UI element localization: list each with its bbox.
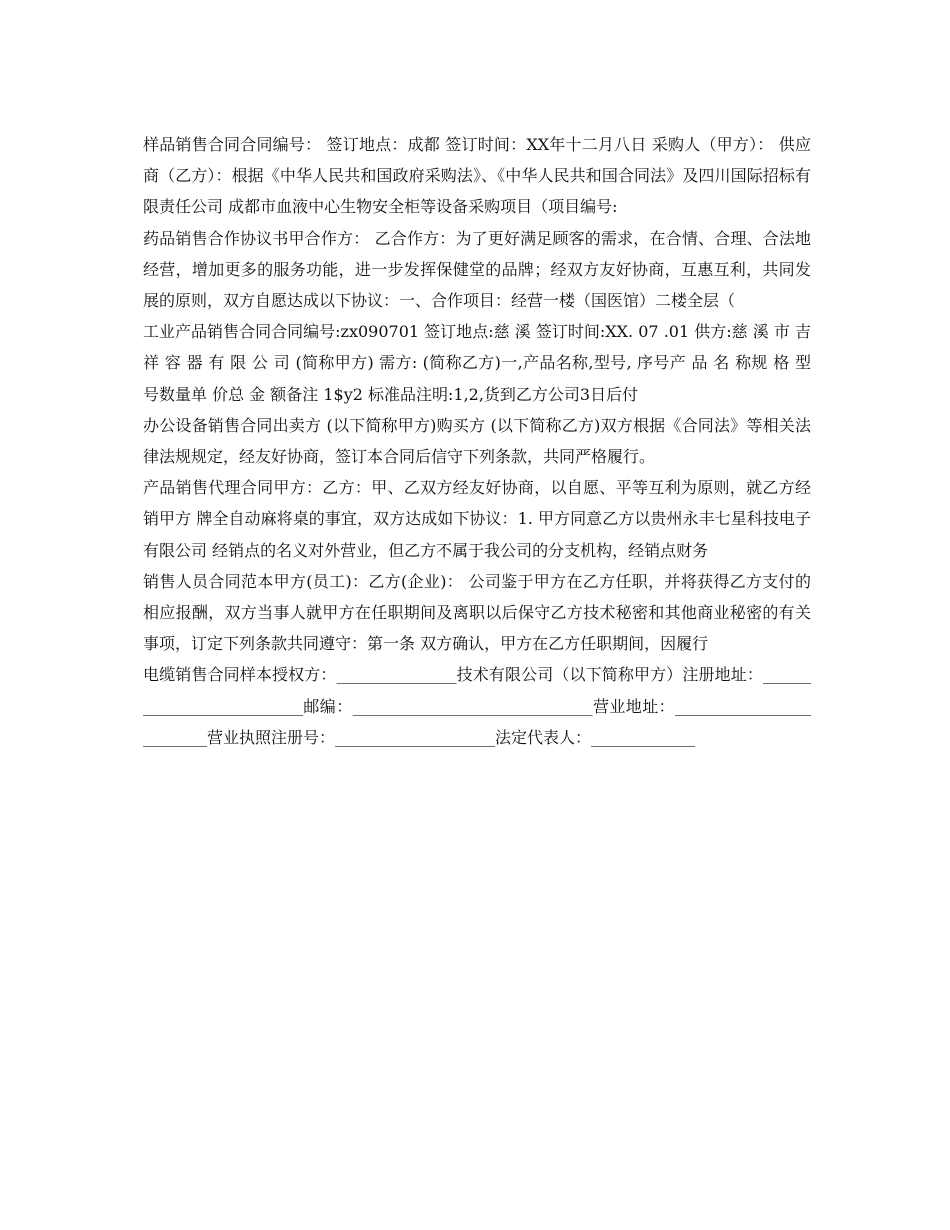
paragraph-industrial-product-contract: 工业产品销售合同合同编号:zx090701 签订地点:慈 溪 签订时间:XX. 07 .01 供方:慈 溪 市 吉 祥 容 器 有 限 公 司 (简称甲方) 需方: (简称乙方)一,产品名称,型号, 序号产 品 名 称规 格 型 号数量单 价总 金 额备注 1$y2 标准品注明:1,2,货到乙方公司3日后付	[143, 322, 811, 404]
paragraph-sample-sales-contract: 样品销售合同合同编号： 签订地点：成都 签订时间：XX年十二月八日 采购人（甲方）： 供应商（乙方）：根据《中华人民共和国政府采购法》、《中华人民共和国合同法》及四川国际招标有限责任公司 成都市血液中心生物安全柜等设备采购项目（项目编号:	[143, 135, 811, 217]
document-body	[143, 129, 811, 753]
paragraph-salesperson-contract: 销售人员合同范本甲方(员工)：乙方(企业)： 公司鉴于甲方在乙方任职，并将获得乙方支付的相应报酬，双方当事人就甲方在任职期间及离职以后保守乙方技术秘密和其他商业秘密的有关事项，订定下列条款共同遵守：第一条 双方确认，甲方在乙方任职期间，因履行	[143, 571, 811, 654]
paragraph-cable-sales-contract: 电缆销售合同样本授权方：_______________技术有限公司（以下简称甲方）注册地址：__________________________邮编：______________________________营业地址：_________________________营业执照注册号：____________________法定代表人：_____________	[143, 665, 811, 747]
paragraph-office-equipment-contract: 办公设备销售合同出卖方 (以下简称甲方)购买方 (以下简称乙方)双方根据《合同法》等相关法律法规规定，经友好协商，签订本合同后信守下列条款，共同严格履行。	[143, 415, 811, 467]
paragraph-sales-agency-contract: 产品销售代理合同甲方：乙方：甲、乙双方经友好协商，以自愿、平等互利为原则，就乙方经销甲方 牌全自动麻将桌的事宜，双方达成如下协议：1. 甲方同意乙方以贵州永丰七星科技电子有限公司 经销点的名义对外营业，但乙方不属于我公司的分支机构，经销点财务	[143, 478, 811, 560]
paragraph-pharma-cooperation-agreement: 药品销售合作协议书甲合作方： 乙合作方：为了更好满足顾客的需求，在合情、合理、合法地经营，增加更多的服务功能，进一步发挥保健堂的品牌；经双方友好协商，互惠互利，共同发展的原则，双方自愿达成以下协议：一、合作项目：经营一楼（国医馆）二楼全层（	[143, 228, 811, 311]
